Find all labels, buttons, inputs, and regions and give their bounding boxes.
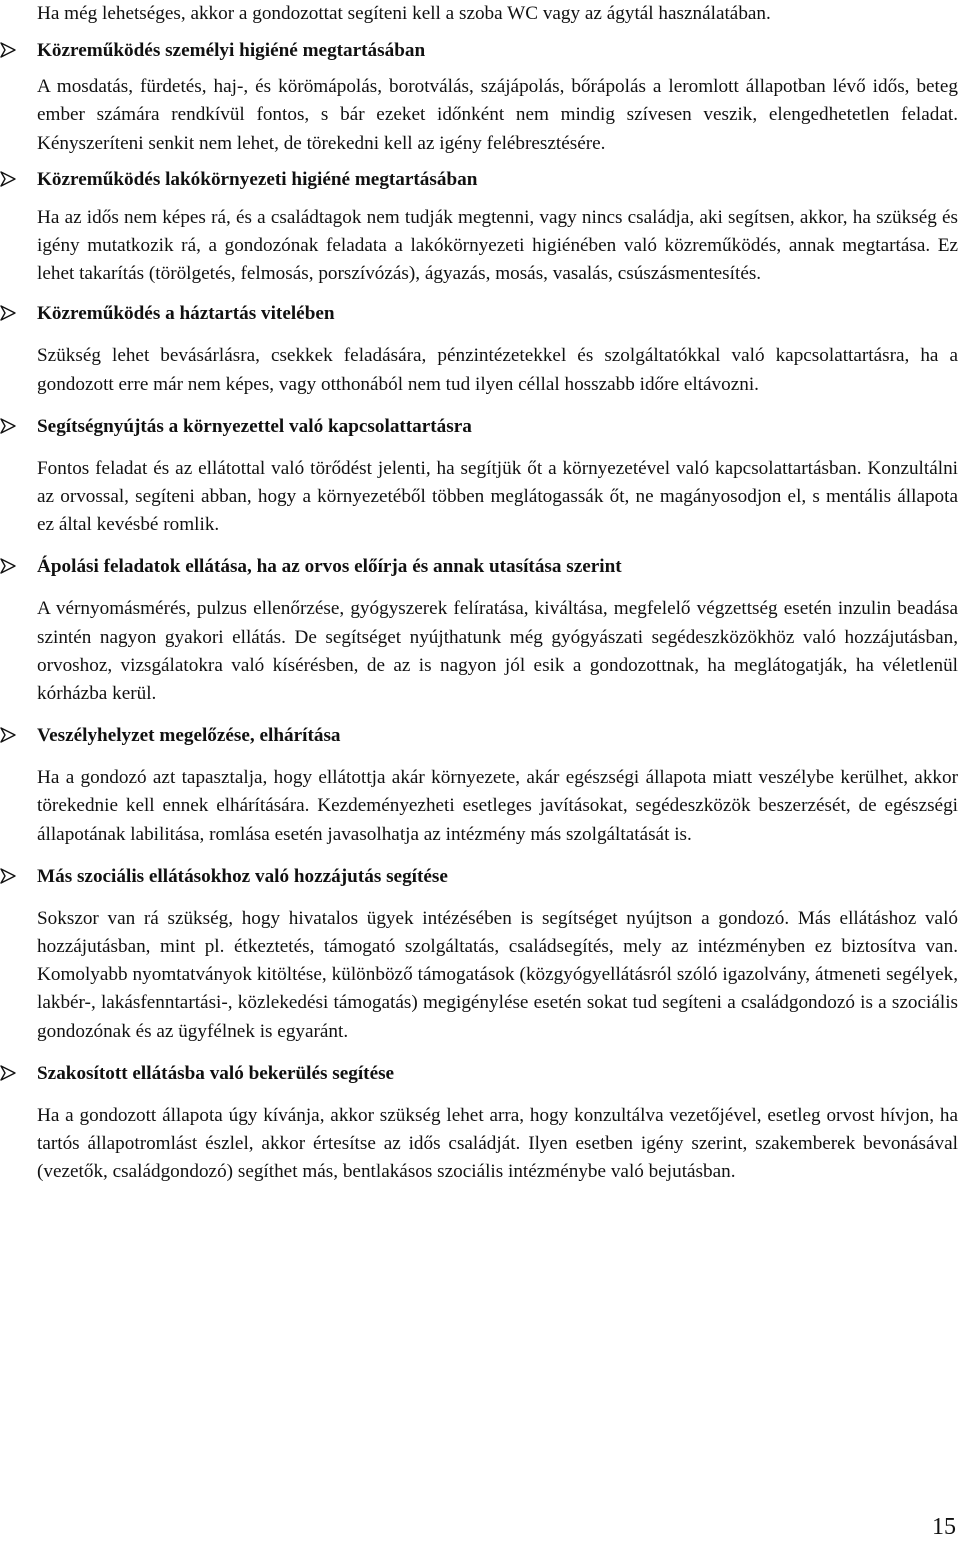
section-heading-text: Közreműködés a háztartás vitelében	[37, 303, 335, 325]
arrowhead-bullet-icon	[0, 868, 16, 884]
arrowhead-bullet-icon	[0, 42, 16, 58]
section-body: Ha a gondozott állapota úgy kívánja, akkor szükség lehet arra, hogy konzultálva vezetőjével, esetleg orvost hívjon, ha tartós állapotromlást észlel, akkor értesítse az idős családját. Ilyen esetben igény szerint, szakemberek bevonásával (vezetők, családgondozó) segíthet más, bentlakásos szociális intézménybe való bejutásban.	[37, 1104, 958, 1183]
section-body: Szükség lehet bevásárlásra, csekkek feladására, pénzintézetekkel és szolgáltatókkal való kapcsolattartásra, ha a gondozott erre már nem képes, vagy otthonából nem tud ilyen céllal hosszabb időre eltávozni.	[37, 345, 958, 395]
section-heading	[37, 1060, 958, 1088]
section-heading	[37, 37, 958, 65]
section-heading-text: Közreműködés személyi higiéné megtartásában	[37, 40, 426, 62]
section-heading	[37, 553, 958, 581]
section-body: Sokszor van rá szükség, hogy hivatalos ügyek intézésében is segítséget nyújtson a gondozó. Más ellátáshoz való hozzájutásban, mint pl. étkeztetés, támogató szolgáltatás, családsegítés, mely az intézményben ez biztosítva van. Komolyabb nyomtatványok kitöltése, különböző támogatások (közgyógyellátásról szóló igazolvány, átmeneti segélyek, lakbér-, lakásfenntartási-, közlekedési támogatás) megigénylése esetén sokat tud segíteni a családgondozó is a szociális gondozónak és az ügyfélnek is egyaránt.	[37, 907, 958, 1042]
section-body: A mosdatás, fürdetés, haj-, és körömápolás, borotválás, szájápolás, bőrápolás a leromlott állapotban lévő idős, beteg ember számára rendkívül fontos, s bár ezeket időnként nem mindig szívesen veszik, elengedhetetlen feladat. Kényszeríteni senkit nem lehet, de törekedni kell az igény felébresztésére.	[37, 76, 958, 154]
section-heading	[37, 413, 958, 441]
section-body: Ha a gondozó azt tapasztalja, hogy ellátottja akár környezete, akár egészségi állapota miatt veszélybe kerülhet, akkor törekednie kell ennek elhárítására. Kezdeményezheti esetleges javításokat, segédeszközök beszerzését, de egészségi állapotának labilitása, romlása esetén javasolhatja az intézmény más szolgáltatását is.	[37, 767, 958, 845]
arrowhead-bullet-icon	[0, 727, 16, 743]
section-heading	[37, 863, 958, 891]
arrowhead-bullet-icon	[0, 1065, 16, 1081]
section-heading	[37, 300, 958, 328]
section-heading-text: Veszélyhelyzet megelőzése, elhárítása	[37, 725, 341, 747]
arrowhead-bullet-icon	[0, 418, 16, 434]
section-nursing-tasks	[37, 553, 958, 708]
arrowhead-bullet-icon	[0, 171, 16, 187]
section-specialized-care	[37, 1060, 958, 1187]
intro-paragraph: Ha még lehetséges, akkor a gondozottat segíteni kell a szoba WC vagy az ágytál használatában.	[37, 3, 771, 24]
document-page	[37, 0, 958, 1186]
section-heading-text: Ápolási feladatok ellátása, ha az orvos előírja és annak utasítása szerint	[37, 556, 622, 578]
section-body: Fontos feladat és az ellátottal való törődést jelenti, ha segítjük őt a környezetével való kapcsolattartásban. Konzultálni az orvossal, segíteni abban, hogy a környezetéből többen meglátogassák őt, ne magányosodjon el, s mentális állapota ez által kevésbé romlik.	[37, 457, 958, 536]
section-body: Ha az idős nem képes rá, és a családtagok nem tudják megtenni, vagy nincs családja, aki segítsen, akkor, ha szükség és igény mutatkozik rá, a gondozónak feladata a lakókörnyezeti higiénében való közreműködés, annak megtartása. Ez lehet takarítás (törölgetés, felmosás, porszívózás), ágyazás, mosás, vasalás, csúszásmentesítés.	[37, 206, 958, 285]
section-household	[37, 300, 958, 398]
section-social-contact	[37, 413, 958, 540]
section-heading-text: Segítségnyújtás a környezettel való kapcsolattartásra	[37, 415, 472, 437]
section-heading	[37, 166, 958, 194]
section-heading	[37, 722, 958, 750]
section-personal-hygiene	[37, 37, 958, 158]
arrowhead-bullet-icon	[0, 558, 16, 574]
section-heading-text: Más szociális ellátásokhoz való hozzájutás segítése	[37, 865, 448, 887]
arrowhead-bullet-icon	[0, 305, 16, 321]
section-heading-text: Szakosított ellátásba való bekerülés segítése	[37, 1062, 395, 1084]
section-body: A vérnyomásmérés, pulzus ellenőrzése, gyógyszerek felíratása, kiváltása, megfelelő végzettség esetén inzulin beadása szintén nagyon gyakori ellátás. De segítséget nyújthatunk még gyógyászati segédeszközökhöz való hozzájutásban, orvoshoz, vizsgálatokra való kísérésben, de az is nagyon jól esik a gondozottnak, ha meglátogatják, ha véletlenül kórházba kerül.	[37, 598, 958, 705]
section-heading-text: Közreműködés lakókörnyezeti higiéné megtartásában	[37, 168, 478, 190]
section-danger-prevention	[37, 722, 958, 849]
page-number: 15	[932, 1514, 956, 1540]
section-environment-hygiene	[37, 166, 958, 289]
section-other-social-care	[37, 863, 958, 1046]
